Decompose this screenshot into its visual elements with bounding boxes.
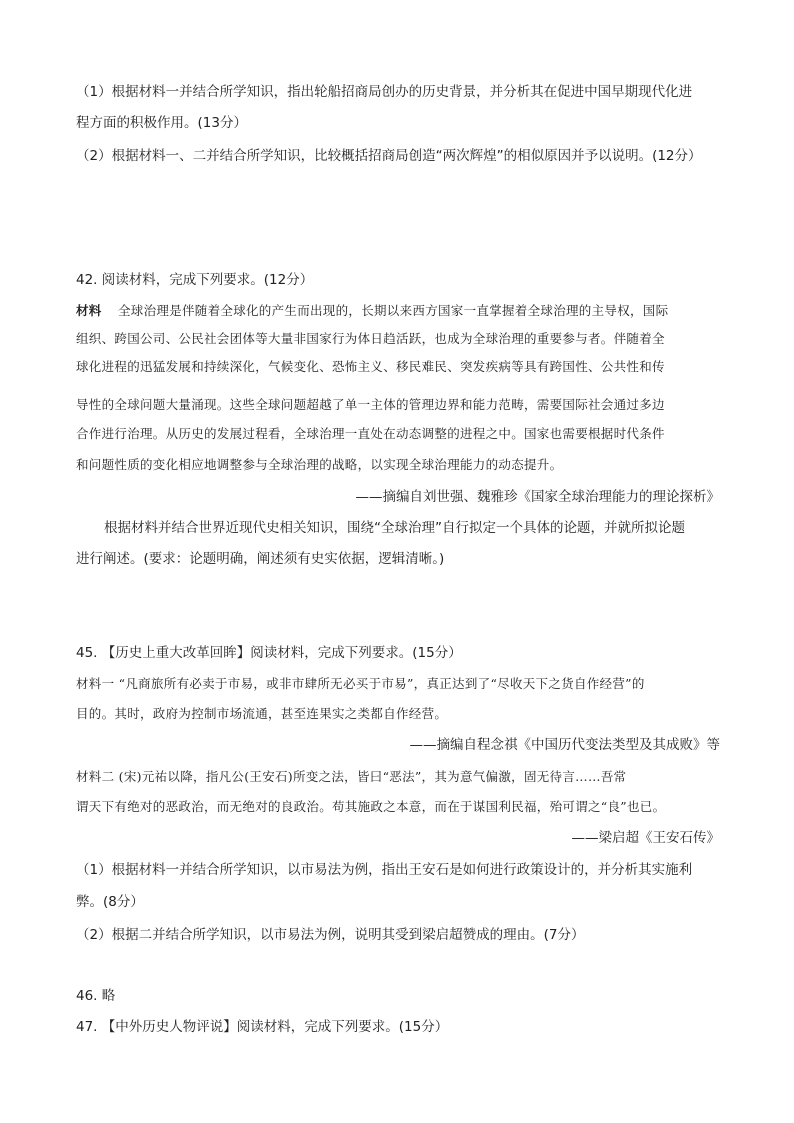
q42-material-line: 全球治理是伴随着全球化的产生而出现的，长期以来西方国家一直掌握着全球治理的主导权，国际 <box>118 303 669 318</box>
q42-material-line: 组织、跨国公司、公民社会团体等大量非国家行为体日趋活跃，也成为全球治理的重要参与者。伴随着全 <box>76 331 665 346</box>
q45-part2: （2）根据二并结合所学知识，以市易法为例，说明其受到梁启超赞成的理由。(7分） <box>76 927 585 943</box>
q42-material-line: 导性的全球问题大量涌现。这些全球问题超越了单一主体的管理边界和能力范畴，需要国际社会通过多边 <box>76 397 665 412</box>
q42-task-line2: 进行阐述。(要求：论题明确，阐述须有史实依据，逻辑清晰。) <box>76 551 445 567</box>
q45-material2-line2: 谓天下有绝对的恶政治，而无绝对的良政治。苟其施政之本意，而在于谋国利民福，殆可谓之“良”也已。 <box>76 799 666 814</box>
q42-material-line: 和问题性质的变化相应地调整参与全球治理的战略，以实现全球治理能力的动态提升。 <box>76 457 563 472</box>
q42-heading: 42. 阅读材料，完成下列要求。(12分） <box>76 272 314 288</box>
q45-material2-source: ——梁启超《王安石传》 <box>571 830 720 846</box>
q41-part1-line1: （1）根据材料一并结合所学知识，指出轮船招商局创办的历史背景，并分析其在促进中国早期现代化进 <box>76 84 693 100</box>
q45-part1-line2: 弊。(8分） <box>76 894 144 910</box>
q45-part1-line1: （1）根据材料一并结合所学知识，以市易法为例，指出王安石是如何进行政策设计的，并分析其实施利 <box>76 862 693 878</box>
q47-heading: 47. 【中外历史人物评说】阅读材料，完成下列要求。(15分） <box>76 1019 449 1035</box>
q42-task-line1: 根据材料并结合世界近现代史相关知识，围绕“全球治理”自行拟定一个具体的论题，并就所拟论题 <box>104 520 685 536</box>
q45-material2-line1: 材料二 (宋)元祐以降，指凡公(王安石)所变之法，皆曰“恶法”，其为意气偏激，固无待言……吾常 <box>76 769 627 784</box>
q41-part1-line2: 程方面的积极作用。(13分） <box>76 115 247 131</box>
q42-material-line: 合作进行治理。从历史的发展过程看，全球治理一直处在动态调整的进程之中。国家也需要根据时代条件 <box>76 426 665 441</box>
q41-part2: （2）根据材料一、二并结合所学知识，比较概括招商局创造“两次辉煌”的相似原因并予以说明。(12分） <box>76 148 702 164</box>
q45-material1-line1: 材料一 “凡商旅所有必卖于市易，或非市肆所无必买于市易”，真正达到了“尽收天下之货自作经营”的 <box>76 676 645 691</box>
q42-source: ——摘编自刘世强、魏雅珍《国家全球治理能力的理论探析》 <box>355 489 720 505</box>
q45-heading: 45. 【历史上重大改革回眸】阅读材料，完成下列要求。(15分） <box>76 645 462 661</box>
q45-material1-source: ——摘编自程念祺《中国历代变法类型及其成败》等 <box>409 737 720 753</box>
q46-text: 46. 略 <box>76 988 116 1004</box>
q42-material-line: 球化进程的迅猛发展和持续深化，气候变化、恐怖主义、移民难民、突发疾病等具有跨国性、公共性和传 <box>76 359 665 374</box>
q45-material1-line2: 目的。其时，政府为控制市场流通，甚至连果实之类都自作经营。 <box>76 706 448 721</box>
q42-material-label: 材料 <box>76 303 102 318</box>
